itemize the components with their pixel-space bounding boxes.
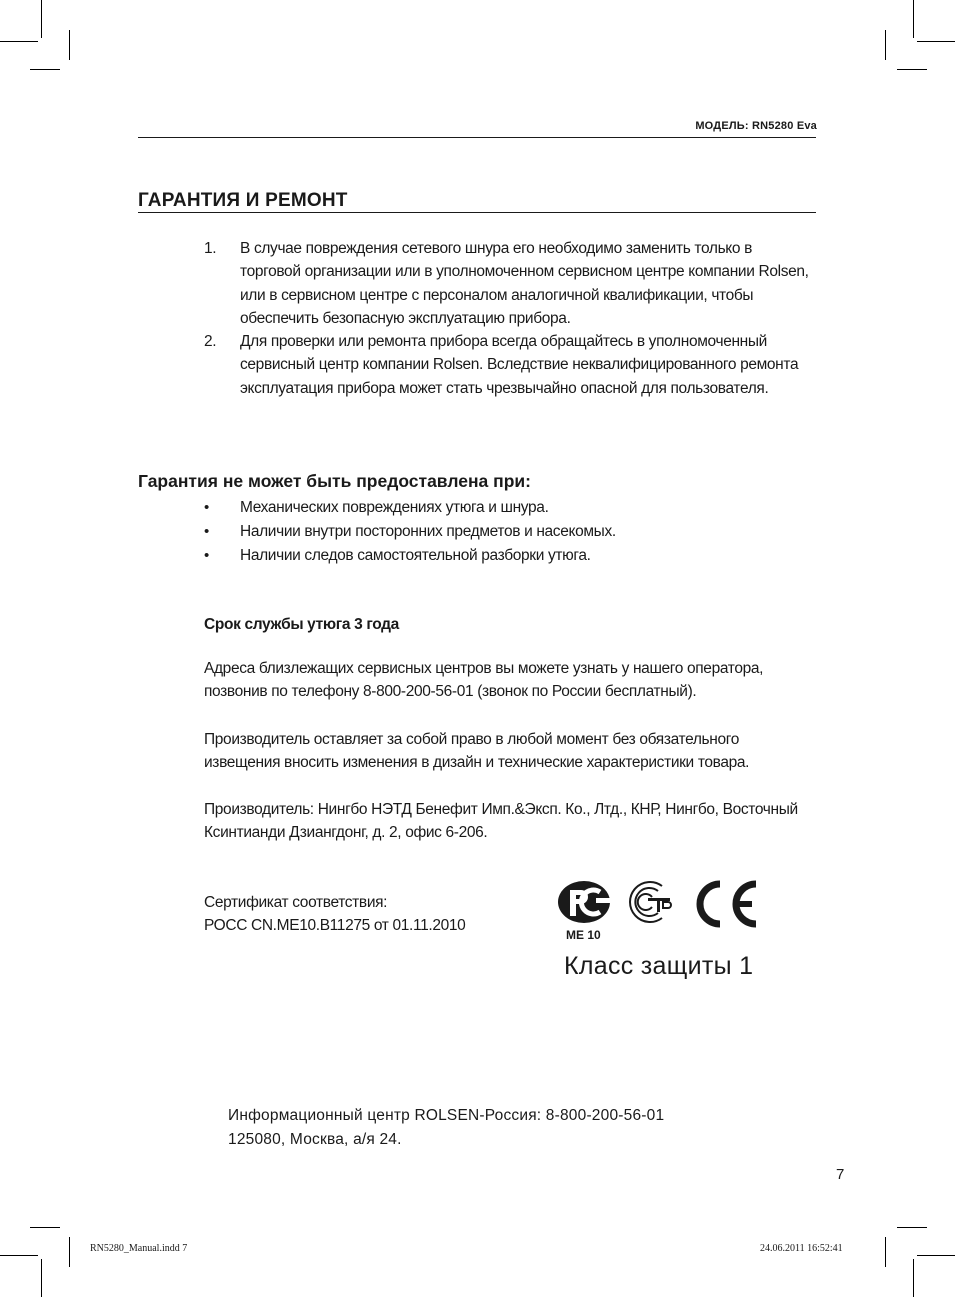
crop-mark [917,1255,955,1256]
rst-mark-icon [558,881,612,923]
page-number: 7 [836,1166,845,1183]
certification-code: ME 10 [566,928,601,942]
list-item-text: В случае повреждения сетевого шнура его необходимо заменить только в торговой организации или в уполномоченном сервисном центре компании Rolsen, или в сервисном центре с персоналом аналогичной квалификации, чтобы обеспечить безопасную эксплуатацию прибора. [240,240,809,327]
service-centers-text: Адреса близлежащих сервисных центров вы можете узнать у нашего оператора, позвонив по телефону 8-800-200-56-01 (звонок по России бесплатный). [204,660,764,701]
crop-mark [41,1259,42,1297]
crop-mark [30,1227,60,1228]
crop-mark [897,69,927,70]
list-item [204,520,814,544]
crop-mark [30,69,60,70]
list-item-text: Наличии следов самостоятельной разборки утюга. [240,547,591,564]
crop-mark [0,41,38,42]
bullet-icon: • [204,547,209,564]
heading-underline [138,212,816,213]
protection-class: Класс защиты 1 [564,952,754,980]
list-item [204,496,814,520]
list-item [204,544,814,568]
crop-mark [0,1255,38,1256]
crop-mark [69,1237,70,1267]
info-center [228,1104,664,1151]
slug-filename: RN5280_Manual.indd 7 [90,1243,188,1254]
exclusions-list [204,496,814,568]
crop-mark [917,41,955,42]
list-item [204,237,814,330]
crop-mark [897,1227,927,1228]
crop-mark [69,30,70,60]
list-number: 1. [204,240,217,257]
crop-mark [913,1259,914,1297]
list-number: 2. [204,333,217,351]
bullet-icon: • [204,499,209,516]
certificate-block [204,891,534,938]
exclusions-heading: Гарантия не может быть предоставлена при: [138,471,531,491]
crop-mark [885,1237,886,1267]
manufacturer-text: Производитель: Нингбо НЭТД Бенефит Имп.&Эксп. Ко., Лтд., КНР, Нингбо, Восточный Ксинтианди Дзиангдонг, д. 2, офис 6-206. [204,801,798,842]
list-item-text: Для проверки или ремонта прибора всегда обращайтесь в уполномоченный сервисный центр компании Rolsen. Вследствие неквалифицированного ремонта эксплуатация прибора может стать чрезвычайно опасной для пользователя. [240,333,799,397]
warranty-list [204,237,814,400]
ct-mark-icon [630,882,671,922]
info-center-phone: Информационный центр ROLSEN-Россия: 8-800-200-56-01 [228,1107,665,1124]
info-center-address: 125080, Москва, а/я 24. [228,1130,402,1148]
rights-text: Производитель оставляет за собой право в любой момент без обязательного извещения вносить изменения в дизайн и технические характеристики товара. [204,731,750,772]
list-item-text: Наличии внутри посторонних предметов и насекомых. [240,523,616,540]
slug-timestamp: 24.06.2011 16:52:41 [760,1243,843,1254]
service-life: Срок службы утюга 3 года [204,616,399,633]
bullet-icon: • [204,523,209,540]
warranty-heading: ГАРАНТИЯ И РЕМОНТ [138,190,348,211]
model-label: МОДЕЛЬ: RN5280 Eva [695,120,817,132]
list-item-text: Механических повреждениях утюга и шнура. [240,499,549,516]
ce-mark-icon [700,884,756,924]
certificate-number: РОСС CN.ME10.B11275 от 01.11.2010 [204,917,466,935]
header-divider [138,137,816,138]
certificate-label: Сертификат соответствия: [204,894,388,911]
crop-mark [913,0,914,38]
crop-mark [41,0,42,38]
list-item [204,330,814,400]
crop-mark [885,30,886,60]
